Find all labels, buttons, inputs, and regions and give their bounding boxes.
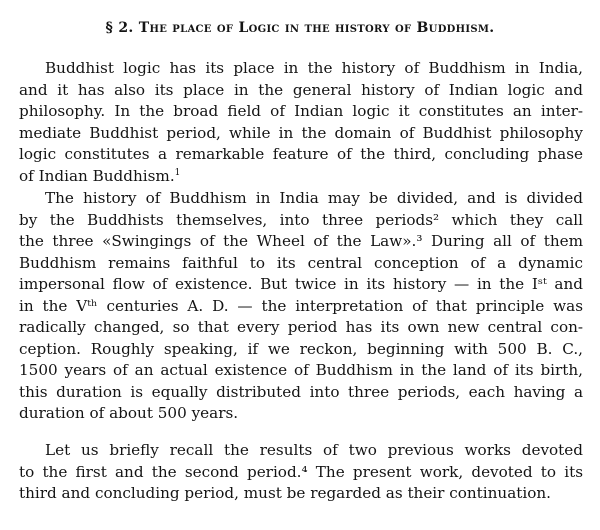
text-line-content: of Indian Buddhism.: [19, 166, 175, 185]
text-line: to the first and the second period.⁴ The present work, devoted to its: [19, 462, 583, 481]
paragraph-3: [19, 440, 583, 505]
text-line: third and concluding period, must be regarded as their continuation.: [19, 484, 551, 502]
text-line: by the Buddhists themselves, into three periods² which they call: [19, 210, 583, 229]
text-line: 1500 years of an actual existence of Buddhism in the land of its birth,: [19, 361, 583, 379]
text-line: mediate Buddhist period, while in the domain of Buddhist philosophy: [19, 123, 583, 142]
text-line: radically changed, so that every period has its own new central con-: [19, 318, 583, 336]
text-line: and it has also its place in the general history of Indian logic and: [19, 80, 583, 99]
text-line: [19, 166, 583, 188]
paragraph-2: [19, 188, 583, 425]
section-heading: [0, 20, 600, 36]
text-line: philosophy. In the broad field of Indian logic it constitutes an inter-: [19, 102, 583, 120]
text-line: Buddhist logic has its place in the history of Buddhism in India,: [45, 59, 583, 77]
text-line: impersonal flow of existence. But twice in its history — in the Iˢᵗ and: [19, 275, 583, 293]
text-line: in the Vᵗʰ centuries A. D. — the interpretation of that principle was: [19, 296, 583, 315]
paragraph-1: [19, 58, 583, 187]
text-line: Buddhism remains faithful to its central conception of a dynamic: [19, 253, 583, 272]
text-line: the three «Swingings of the Wheel of the Law».³ During all of them: [19, 232, 583, 250]
text-line: duration of about 500 years.: [19, 404, 239, 422]
text-line: this duration is equally distributed into three periods, each having a: [19, 382, 583, 401]
text-line: The history of Buddhism in India may be divided, and is divided: [45, 189, 583, 207]
section-number: § 2.: [105, 20, 134, 36]
footnote-marker: 1: [174, 167, 181, 178]
text-line: ception. Roughly speaking, if we reckon, beginning with 500 B. C.,: [19, 339, 583, 358]
text-line: logic constitutes a remarkable feature of the third, concluding phase: [19, 145, 583, 163]
section-title: The place of Logic in the history of Buddhism.: [138, 20, 495, 36]
text-line: Let us briefly recall the results of two previous works devoted: [45, 441, 583, 459]
